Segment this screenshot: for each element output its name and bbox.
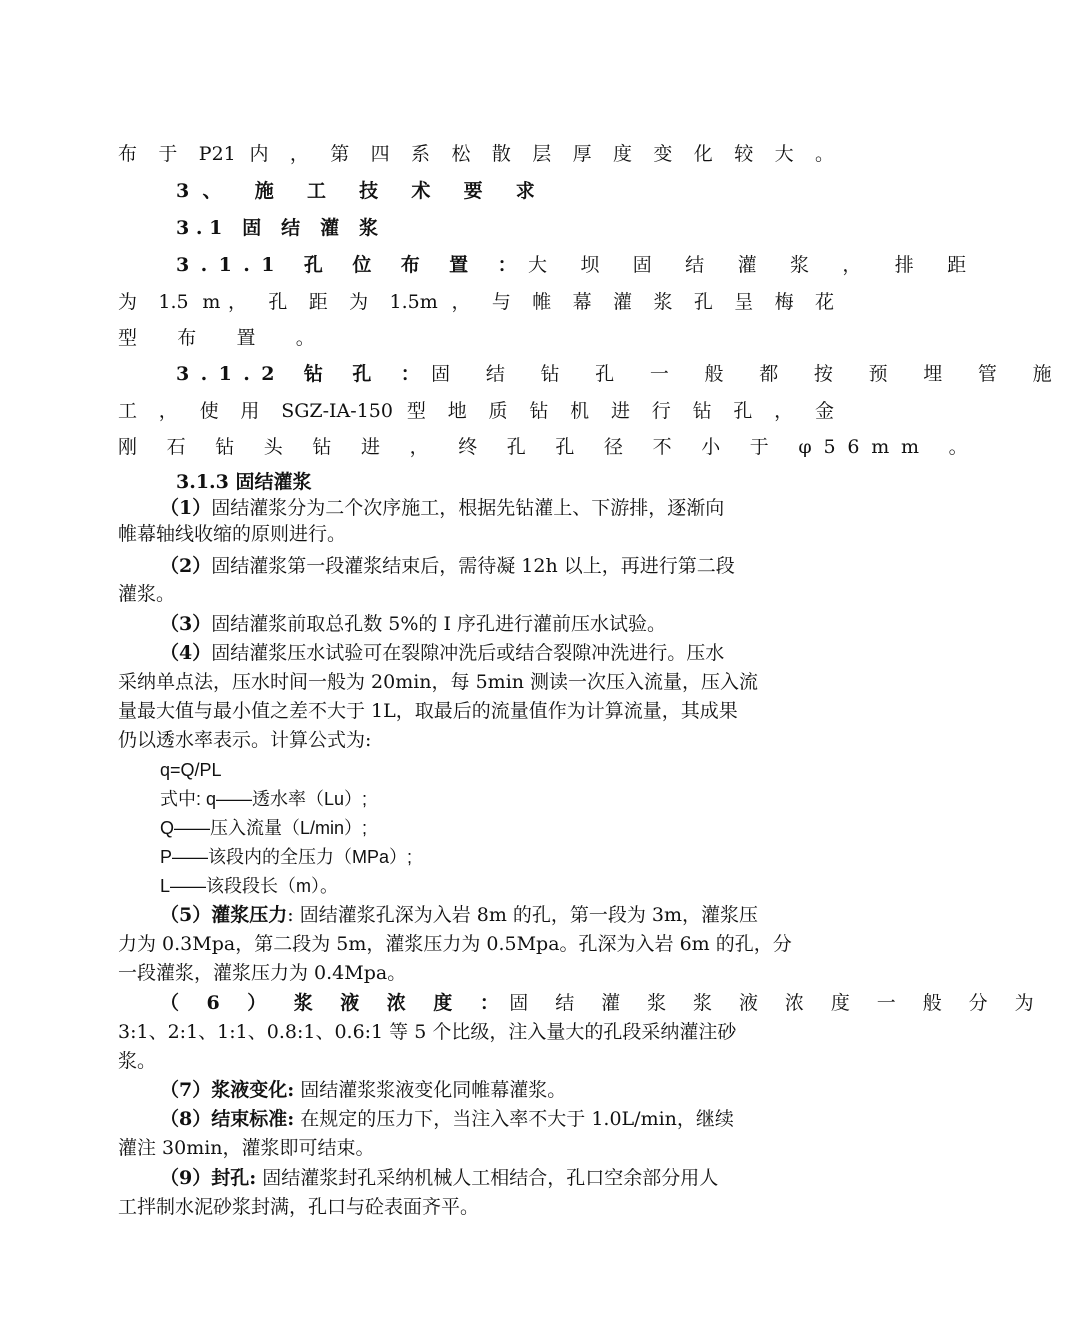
item-label: （ 6 ） 浆 液 浓 度 ：	[160, 992, 510, 1014]
item-number: （4）	[160, 642, 212, 664]
subsection-3-1-1-line	[176, 252, 980, 278]
text-line: 固结灌浆浆液变化同帷幕灌浆。	[294, 1079, 567, 1101]
item-number: （7）	[160, 1079, 212, 1101]
text-line: 灌浆。	[118, 583, 176, 605]
paragraph-3-line	[160, 611, 834, 637]
item-number: （3）	[160, 613, 212, 635]
item-number: （2）	[160, 555, 212, 577]
subsection-heading-3-1-2: 3.1.2 钻 孔 ：	[176, 363, 432, 385]
text-line: 固结灌浆封孔采纳机械人工相结合，孔口空余部分用人	[256, 1167, 719, 1189]
text-line: 为 1.5 m， 孔 距 为 1.5m ， 与 帷 幕 灌 浆 孔 呈 梅 花	[118, 291, 834, 313]
text-line: 固 结 钻 孔 一 般 都 按 预 埋 管 施	[431, 363, 1066, 385]
paragraph-9-line	[160, 1165, 834, 1191]
text-line: 工拌制水泥砂浆封满，孔口与砼表面齐平。	[118, 1196, 480, 1218]
paragraph-4-line	[160, 640, 834, 666]
text-line: 浆。	[118, 1050, 157, 1072]
text-line: 在规定的压力下，当注入率不大于 1.0L/min，继续	[294, 1108, 734, 1130]
text-line: 布 于 P21 内 ， 第 四 系 松 散 层 厚 度 变 化 较 大 。	[118, 143, 834, 165]
item-label: 封孔:	[211, 1167, 257, 1189]
text-line: 固结灌浆第一段灌浆结束后，需待凝 12h 以上，再进行第二段	[211, 555, 735, 577]
text-line: 采纳单点法，压水时间一般为 20min，每 5min 测读一次压入流量，压入流	[118, 671, 759, 693]
section-heading-3-1: 3.1 固 结 灌 浆	[176, 217, 385, 239]
text-line: 量最大值与最小值之差不大于 1L，取最后的流量值作为计算流量，其成果	[118, 700, 738, 722]
text-line: : 固结灌浆孔深为入岩 8m 的孔，第一段为 3m，灌浆压	[287, 904, 759, 926]
text-line: 固结灌浆分为二个次序施工，根据先钻灌上、下游排，逐渐向	[211, 497, 725, 519]
text-line: 3:1、2:1、1:1、0.8:1、0.6:1 等 5 个比级，注入量大的孔段采纳灌注砂	[118, 1021, 737, 1043]
paragraph-6-line	[160, 990, 1045, 1016]
item-number: （5）	[160, 904, 212, 926]
text-line: 固结灌浆压水试验可在裂隙冲洗后或结合裂隙冲洗进行。压水	[211, 642, 725, 664]
subsection-3-1-2-line	[176, 361, 1066, 387]
text-line: 帷幕轴线收缩的原则进行。	[118, 523, 347, 545]
paragraph-2-line	[160, 553, 834, 579]
paragraph-8-line	[160, 1106, 834, 1132]
text-line: 型 布 置 。	[118, 327, 332, 349]
item-number: （1）	[160, 497, 212, 519]
item-label: 灌浆压力	[211, 904, 288, 926]
text-line: 固 结 灌 浆 浆 液 浓 度 一 般 分 为	[509, 992, 1045, 1014]
text-line: 一段灌浆，灌浆压力为 0.4Mpa。	[118, 962, 407, 984]
text-line: 刚 石 钻 头 钻 进 ， 终 孔 孔 径 不 小 于 φ56mm 。	[118, 436, 980, 458]
subsection-heading-3-1-1: 3.1.1 孔 位 布 置 ：	[176, 254, 528, 276]
item-label: 浆液变化:	[211, 1079, 295, 1101]
item-number: （9）	[160, 1167, 212, 1189]
formula-definition: P——该段内的全压力（MPa）;	[160, 847, 413, 867]
item-label: 结束标准:	[211, 1108, 295, 1130]
text-line: 力为 0.3Mpa，第二段为 5m，灌浆压力为 0.5Mpa。孔深为入岩 6m 的孔，分	[118, 933, 792, 955]
text-line: 工 ， 使 用 SGZ-IA-150 型 地 质 钻 机 进 行 钻 孔 ， 金	[118, 400, 834, 422]
formula: q=Q/PL	[160, 760, 222, 780]
text-line: 灌注 30min，灌浆即可结束。	[118, 1137, 375, 1159]
item-number: （8）	[160, 1108, 212, 1130]
formula-definition: 式中: q——透水率（Lu）;	[160, 789, 368, 809]
paragraph-7-line	[160, 1077, 834, 1103]
subsection-heading-3-1-3: 3.1.3 固结灌浆	[176, 471, 312, 493]
paragraph-1-line	[160, 495, 834, 521]
formula-definition: L——该段段长（m）。	[160, 876, 339, 896]
paragraph-5-line	[160, 902, 834, 928]
section-heading-3: 3、 施 工 技 术 要 求	[176, 180, 549, 202]
formula-definition: Q——压入流量（L/min）;	[160, 818, 368, 838]
text-line: 固结灌浆前取总孔数 5%的 I 序孔进行灌前压水试验。	[211, 613, 667, 635]
text-line: 仍以透水率表示。计算公式为:	[118, 729, 372, 751]
text-line: 大 坝 固 结 灌 浆 ， 排 距	[527, 254, 980, 276]
